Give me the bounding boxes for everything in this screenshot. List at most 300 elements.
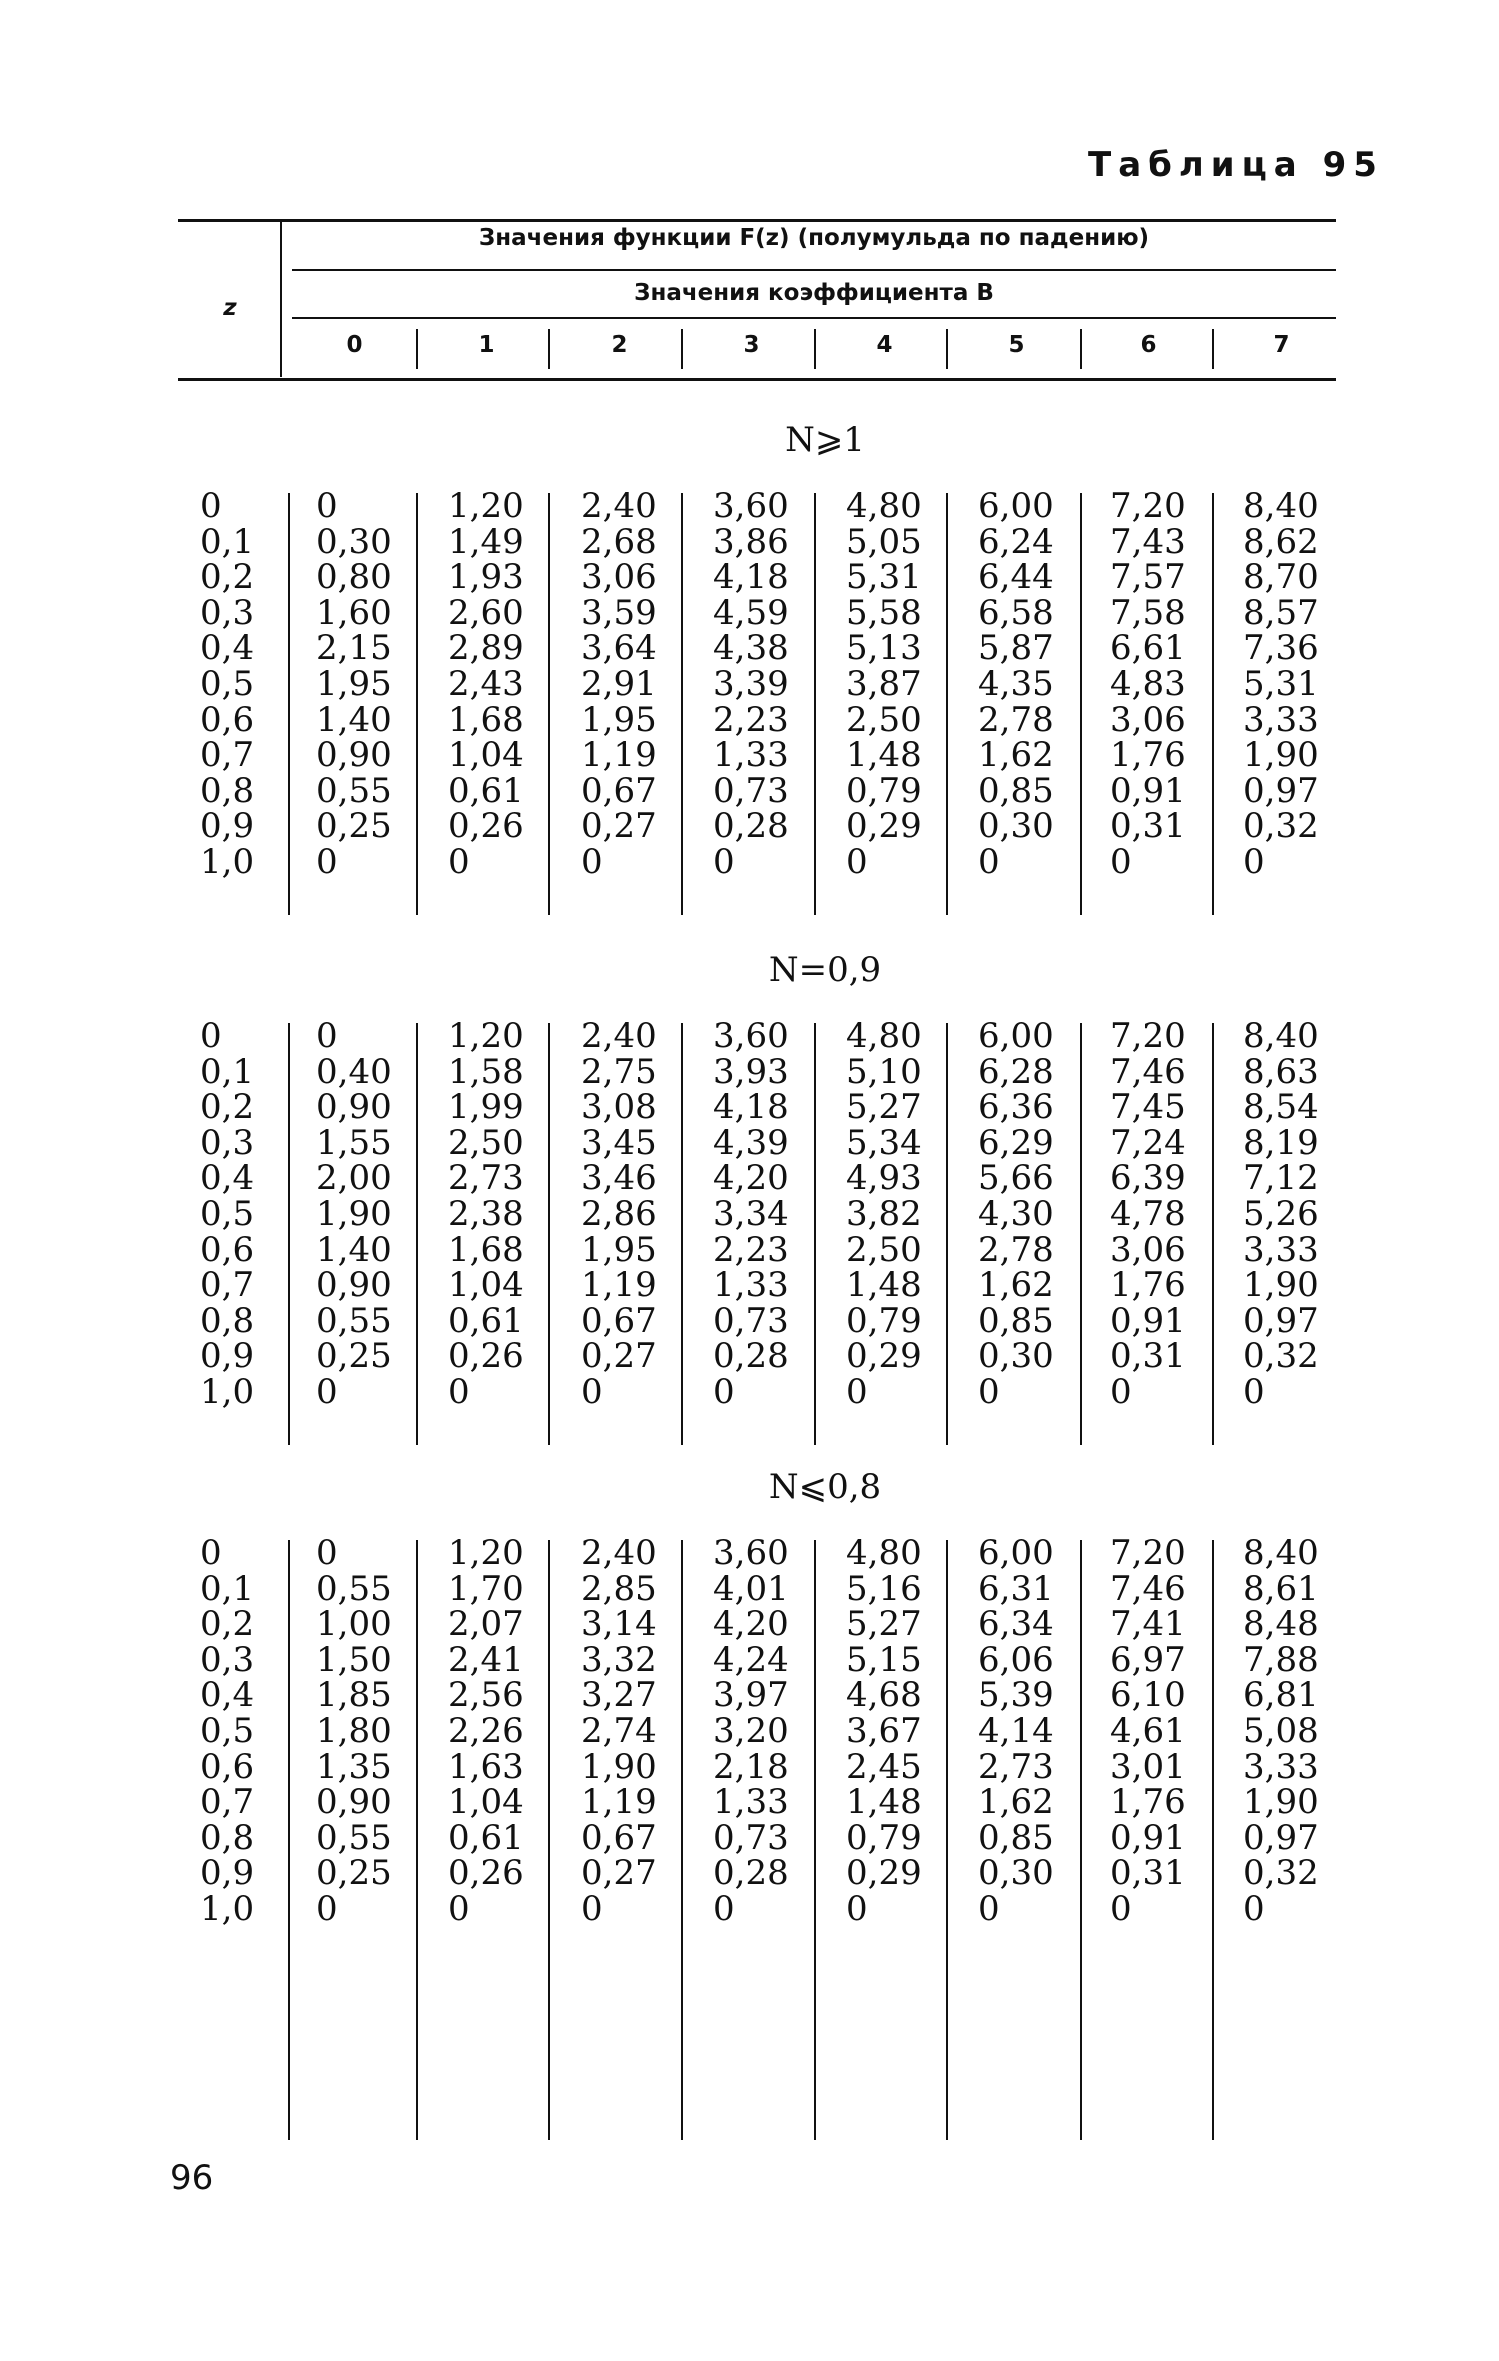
table-cell: 0 [978, 1888, 1000, 1929]
table-cell: 0 [846, 1371, 868, 1412]
table-cell: 0,55 [316, 1817, 392, 1858]
table-cell: 6,61 [1110, 628, 1186, 669]
z-values-column [200, 486, 280, 882]
table-cell: 4,30 [978, 1193, 1054, 1234]
table-cell: 0 [1110, 1371, 1132, 1412]
table-cell: 7,24 [1110, 1122, 1186, 1163]
table-cell: 3,06 [1110, 699, 1186, 740]
z-column-separator [288, 1023, 290, 1445]
table-cell: 3,59 [581, 592, 657, 633]
table-cell: 0,91 [1110, 770, 1186, 811]
table-cell: 4,93 [846, 1158, 922, 1199]
table-cell: 3,64 [581, 628, 657, 669]
column-separator [416, 493, 418, 915]
table-cell: 0,91 [1110, 1300, 1186, 1341]
table-cell: 1,50 [316, 1639, 392, 1680]
header-column-separator [681, 329, 683, 369]
table-cell: 6,36 [978, 1087, 1054, 1128]
table-cell: 6,06 [978, 1639, 1054, 1680]
table-cell: 3,34 [713, 1193, 789, 1234]
column-header-1: 1 [478, 332, 495, 358]
header-column-separator [1212, 329, 1214, 369]
z-value: 0,4 [200, 1675, 255, 1716]
table-cell: 0,25 [316, 1853, 392, 1894]
column-separator [548, 1540, 550, 2140]
table-cell: 7,45 [1110, 1087, 1186, 1128]
table-cell: 2,50 [846, 699, 922, 740]
table-cell: 1,20 [448, 486, 524, 526]
table-cell: 0,90 [316, 735, 392, 776]
table-cell: 0 [713, 841, 735, 882]
table-cell: 0,55 [316, 1568, 392, 1609]
z-value: 0,9 [200, 1853, 255, 1894]
table-cell: 4,59 [713, 592, 789, 633]
table-cell: 0,61 [448, 1817, 524, 1858]
table-cell: 3,60 [713, 1016, 789, 1056]
table-cell: 0,31 [1110, 806, 1186, 847]
table-cell: 6,58 [978, 592, 1054, 633]
page-number: 96 [170, 2158, 214, 2198]
table-cell: 4,38 [713, 628, 789, 669]
table-cell: 5,26 [1243, 1193, 1319, 1234]
table-cell: 4,20 [713, 1158, 789, 1199]
table-top-rule [178, 219, 1336, 222]
table-cell: 6,39 [1110, 1158, 1186, 1199]
table-cell: 5,66 [978, 1158, 1054, 1199]
table-cell: 4,18 [713, 557, 789, 598]
table-cell: 0 [316, 1533, 338, 1573]
table-cell: 3,32 [581, 1639, 657, 1680]
table-cell: 8,19 [1243, 1122, 1319, 1163]
z-value: 0,1 [200, 1568, 255, 1609]
z-value: 0,4 [200, 1158, 255, 1199]
z-value: 0,3 [200, 1122, 255, 1163]
table-cell: 5,15 [846, 1639, 922, 1680]
z-value: 0 [200, 486, 222, 526]
table-cell: 2,41 [448, 1639, 524, 1680]
table-cell: 4,83 [1110, 663, 1186, 704]
z-value: 1,0 [200, 1371, 255, 1412]
table-cell: 0,31 [1110, 1336, 1186, 1377]
table-cell: 1,48 [846, 1265, 922, 1306]
table-cell: 0,27 [581, 1853, 657, 1894]
table-cell: 0,31 [1110, 1853, 1186, 1894]
table-cell: 6,34 [978, 1604, 1054, 1645]
function-caption: Значения функции F(z) (полумульда по падению) [478, 225, 1150, 251]
table-cell: 0,67 [581, 1817, 657, 1858]
table-cell: 1,80 [316, 1710, 392, 1751]
table-cell: 2,78 [978, 699, 1054, 740]
table-cell: 1,40 [316, 1229, 392, 1270]
table-cell: 7,41 [1110, 1604, 1186, 1645]
table-cell: 0 [316, 841, 338, 882]
column-header-2: 2 [611, 332, 628, 358]
table-cell: 0 [316, 1371, 338, 1412]
table-cell: 5,27 [846, 1087, 922, 1128]
table-cell: 1,76 [1110, 735, 1186, 776]
table-cell: 4,18 [713, 1087, 789, 1128]
table-cell: 6,97 [1110, 1639, 1186, 1680]
table-cell: 0,97 [1243, 770, 1319, 811]
block-title: N=0,9 [768, 950, 882, 990]
table-cell: 5,31 [846, 557, 922, 598]
table-cell: 2,75 [581, 1051, 657, 1092]
table-cell: 2,50 [846, 1229, 922, 1270]
table-cell: 3,67 [846, 1710, 922, 1751]
table-cell: 1,90 [1243, 735, 1319, 776]
table-cell: 2,50 [448, 1122, 524, 1163]
header-column-separator [946, 329, 948, 369]
table-cell: 0,73 [713, 1300, 789, 1341]
z-value: 0,3 [200, 1639, 255, 1680]
z-column-separator [288, 1540, 290, 2140]
z-value: 0 [200, 1016, 222, 1056]
table-cell: 0,85 [978, 1300, 1054, 1341]
values-column-b5 [978, 1016, 1096, 1412]
z-value: 0,9 [200, 806, 255, 847]
table-cell: 0,67 [581, 770, 657, 811]
table-cell: 6,00 [978, 486, 1054, 526]
table-cell: 2,40 [581, 1016, 657, 1056]
table-cell: 1,90 [1243, 1265, 1319, 1306]
table-cell: 2,07 [448, 1604, 524, 1645]
table-cell: 2,56 [448, 1675, 524, 1716]
table-cell: 1,35 [316, 1746, 392, 1787]
block-title: N⩽0,8 [768, 1467, 882, 1507]
table-cell: 5,87 [978, 628, 1054, 669]
table-title: Таблица 95 [1088, 145, 1384, 185]
table-cell: 4,01 [713, 1568, 789, 1609]
column-separator [681, 493, 683, 915]
values-column-b6 [1110, 486, 1228, 882]
table-cell: 0,40 [316, 1051, 392, 1092]
table-cell: 1,19 [581, 735, 657, 776]
column-separator [814, 1023, 816, 1445]
table-cell: 0 [316, 1888, 338, 1929]
table-cell: 0,28 [713, 806, 789, 847]
table-cell: 0 [581, 1888, 603, 1929]
z-value: 0,8 [200, 770, 255, 811]
table-cell: 1,90 [316, 1193, 392, 1234]
table-cell: 4,61 [1110, 1710, 1186, 1751]
table-cell: 3,06 [581, 557, 657, 598]
table-cell: 1,04 [448, 735, 524, 776]
table-cell: 1,19 [581, 1782, 657, 1823]
table-cell: 0,26 [448, 1336, 524, 1377]
values-column-b7 [1243, 1016, 1361, 1412]
table-cell: 0 [448, 841, 470, 882]
table-cell: 0,30 [978, 1336, 1054, 1377]
table-cell: 0,97 [1243, 1817, 1319, 1858]
z-value: 0,1 [200, 521, 255, 562]
table-cell: 1,95 [581, 699, 657, 740]
z-value: 0,7 [200, 735, 255, 776]
table-cell: 7,46 [1110, 1051, 1186, 1092]
column-separator [548, 493, 550, 915]
table-cell: 0,32 [1243, 1336, 1319, 1377]
table-cell: 6,00 [978, 1533, 1054, 1573]
table-cell: 5,27 [846, 1604, 922, 1645]
table-cell: 0,67 [581, 1300, 657, 1341]
table-cell: 0,32 [1243, 806, 1319, 847]
table-cell: 1,99 [448, 1087, 524, 1128]
values-column-b5 [978, 1533, 1096, 1929]
table-cell: 3,14 [581, 1604, 657, 1645]
column-separator [1212, 493, 1214, 915]
table-cell: 2,40 [581, 486, 657, 526]
table-cell: 1,04 [448, 1782, 524, 1823]
table-cell: 0 [1243, 1888, 1265, 1929]
table-cell: 2,00 [316, 1158, 392, 1199]
table-cell: 1,76 [1110, 1782, 1186, 1823]
values-column-b7 [1243, 1533, 1361, 1929]
table-cell: 2,23 [713, 1229, 789, 1270]
table-cell: 4,80 [846, 1533, 922, 1573]
table-cell: 3,20 [713, 1710, 789, 1751]
z-value: 0,2 [200, 557, 255, 598]
table-cell: 0 [316, 1016, 338, 1056]
table-cell: 0 [581, 841, 603, 882]
table-cell: 2,73 [978, 1746, 1054, 1787]
table-cell: 0,79 [846, 770, 922, 811]
table-cell: 6,44 [978, 557, 1054, 598]
table-cell: 0 [581, 1371, 603, 1412]
z-value: 1,0 [200, 841, 255, 882]
table-cell: 0,27 [581, 1336, 657, 1377]
table-cell: 0,30 [316, 521, 392, 562]
table-cell: 2,18 [713, 1746, 789, 1787]
table-cell: 1,49 [448, 521, 524, 562]
table-cell: 1,33 [713, 1782, 789, 1823]
table-cell: 1,70 [448, 1568, 524, 1609]
table-cell: 1,62 [978, 1782, 1054, 1823]
table-cell: 5,10 [846, 1051, 922, 1092]
header-column-separator [1080, 329, 1082, 369]
z-value: 1,0 [200, 1888, 255, 1929]
column-separator [1212, 1023, 1214, 1445]
header-column-separator [548, 329, 550, 369]
table-cell: 1,40 [316, 699, 392, 740]
values-column-b6 [1110, 1533, 1228, 1929]
table-cell: 1,04 [448, 1265, 524, 1306]
table-cell: 7,20 [1110, 486, 1186, 526]
table-cell: 7,36 [1243, 628, 1319, 669]
table-cell: 1,20 [448, 1016, 524, 1056]
table-cell: 8,40 [1243, 1533, 1319, 1573]
z-value: 0,8 [200, 1300, 255, 1341]
table-cell: 0,55 [316, 1300, 392, 1341]
table-cell: 0,25 [316, 806, 392, 847]
table-cell: 0,30 [978, 1853, 1054, 1894]
values-column-b6 [1110, 1016, 1228, 1412]
table-cell: 4,39 [713, 1122, 789, 1163]
table-cell: 1,58 [448, 1051, 524, 1092]
table-cell: 3,39 [713, 663, 789, 704]
table-cell: 1,33 [713, 1265, 789, 1306]
table-cell: 7,88 [1243, 1639, 1319, 1680]
function-caption-rule [292, 269, 1336, 271]
table-cell: 3,27 [581, 1675, 657, 1716]
table-cell: 7,12 [1243, 1158, 1319, 1199]
table-cell: 2,85 [581, 1568, 657, 1609]
table-cell: 0,25 [316, 1336, 392, 1377]
header-vertical-rule [280, 221, 282, 377]
table-cell: 3,33 [1243, 1746, 1319, 1787]
table-cell: 5,16 [846, 1568, 922, 1609]
table-cell: 8,61 [1243, 1568, 1319, 1609]
table-cell: 4,14 [978, 1710, 1054, 1751]
table-cell: 3,33 [1243, 1229, 1319, 1270]
table-cell: 0,61 [448, 770, 524, 811]
column-separator [946, 1540, 948, 2140]
table-cell: 0,79 [846, 1300, 922, 1341]
column-separator [814, 1540, 816, 2140]
table-cell: 0,30 [978, 806, 1054, 847]
table-cell: 0,90 [316, 1782, 392, 1823]
z-value: 0,7 [200, 1265, 255, 1306]
table-cell: 0,97 [1243, 1300, 1319, 1341]
table-cell: 7,57 [1110, 557, 1186, 598]
table-cell: 1,90 [1243, 1782, 1319, 1823]
table-cell: 2,45 [846, 1746, 922, 1787]
table-cell: 3,60 [713, 1533, 789, 1573]
z-value: 0,5 [200, 1193, 255, 1234]
table-cell: 1,19 [581, 1265, 657, 1306]
table-cell: 0,90 [316, 1265, 392, 1306]
z-value: 0,8 [200, 1817, 255, 1858]
table-cell: 3,46 [581, 1158, 657, 1199]
table-cell: 5,05 [846, 521, 922, 562]
table-cell: 6,28 [978, 1051, 1054, 1092]
table-cell: 3,06 [1110, 1229, 1186, 1270]
table-cell: 8,54 [1243, 1087, 1319, 1128]
coefficient-caption: Значения коэффициента B [634, 280, 994, 306]
table-cell: 2,86 [581, 1193, 657, 1234]
z-value: 0,6 [200, 699, 255, 740]
z-value: 0,2 [200, 1087, 255, 1128]
table-cell: 8,40 [1243, 486, 1319, 526]
table-cell: 0,85 [978, 770, 1054, 811]
table-cell: 4,80 [846, 1016, 922, 1056]
table-cell: 3,82 [846, 1193, 922, 1234]
table-cell: 2,91 [581, 663, 657, 704]
table-cell: 7,20 [1110, 1016, 1186, 1056]
column-separator [814, 493, 816, 915]
table-cell: 1,48 [846, 1782, 922, 1823]
table-cell: 6,00 [978, 1016, 1054, 1056]
table-cell: 8,62 [1243, 521, 1319, 562]
table-cell: 0,26 [448, 1853, 524, 1894]
coefficient-caption-rule [292, 317, 1336, 319]
z-column-header: z [223, 295, 237, 321]
column-header-3: 3 [743, 332, 760, 358]
column-header-4: 4 [876, 332, 893, 358]
table-cell: 2,60 [448, 592, 524, 633]
table-cell: 4,35 [978, 663, 1054, 704]
table-cell: 2,15 [316, 628, 392, 669]
column-separator [681, 1023, 683, 1445]
table-cell: 0 [846, 841, 868, 882]
table-cell: 3,93 [713, 1051, 789, 1092]
z-value: 0,7 [200, 1782, 255, 1823]
table-cell: 2,73 [448, 1158, 524, 1199]
table-cell: 3,33 [1243, 699, 1319, 740]
table-cell: 0 [846, 1888, 868, 1929]
table-cell: 0,73 [713, 1817, 789, 1858]
table-cell: 0 [1243, 1371, 1265, 1412]
table-cell: 1,63 [448, 1746, 524, 1787]
table-cell: 1,90 [581, 1746, 657, 1787]
table-cell: 3,97 [713, 1675, 789, 1716]
z-values-column [200, 1016, 280, 1412]
table-cell: 0,29 [846, 1336, 922, 1377]
table-cell: 0,79 [846, 1817, 922, 1858]
header-column-separator [814, 329, 816, 369]
table-cell: 5,13 [846, 628, 922, 669]
z-value: 0,2 [200, 1604, 255, 1645]
table-cell: 0 [316, 486, 338, 526]
table-cell: 1,76 [1110, 1265, 1186, 1306]
table-cell: 2,38 [448, 1193, 524, 1234]
column-header-5: 5 [1008, 332, 1025, 358]
column-separator [416, 1540, 418, 2140]
column-header-6: 6 [1140, 332, 1157, 358]
z-value: 0,5 [200, 663, 255, 704]
table-cell: 2,26 [448, 1710, 524, 1751]
table-cell: 8,57 [1243, 592, 1319, 633]
table-cell: 0 [448, 1888, 470, 1929]
column-separator [1080, 1023, 1082, 1445]
z-value: 0,3 [200, 592, 255, 633]
column-header-0: 0 [346, 332, 363, 358]
table-cell: 4,24 [713, 1639, 789, 1680]
table-cell: 8,63 [1243, 1051, 1319, 1092]
table-cell: 7,46 [1110, 1568, 1186, 1609]
table-cell: 0,28 [713, 1853, 789, 1894]
table-cell: 0,80 [316, 557, 392, 598]
table-cell: 1,85 [316, 1675, 392, 1716]
table-cell: 6,31 [978, 1568, 1054, 1609]
table-cell: 1,48 [846, 735, 922, 776]
table-cell: 0 [1243, 841, 1265, 882]
table-cell: 2,78 [978, 1229, 1054, 1270]
table-cell: 6,29 [978, 1122, 1054, 1163]
table-cell: 7,43 [1110, 521, 1186, 562]
table-cell: 0,27 [581, 806, 657, 847]
z-value: 0,9 [200, 1336, 255, 1377]
z-column-separator [288, 493, 290, 915]
table-cell: 1,62 [978, 1265, 1054, 1306]
table-cell: 1,68 [448, 699, 524, 740]
column-separator [946, 493, 948, 915]
column-separator [548, 1023, 550, 1445]
table-cell: 1,00 [316, 1604, 392, 1645]
z-value: 0,1 [200, 1051, 255, 1092]
values-column-b5 [978, 486, 1096, 882]
table-cell: 0,85 [978, 1817, 1054, 1858]
column-separator [416, 1023, 418, 1445]
table-cell: 0,90 [316, 1087, 392, 1128]
table-cell: 1,95 [316, 663, 392, 704]
table-cell: 8,48 [1243, 1604, 1319, 1645]
table-cell: 0,29 [846, 1853, 922, 1894]
table-cell: 2,89 [448, 628, 524, 669]
table-cell: 4,68 [846, 1675, 922, 1716]
table-cell: 7,20 [1110, 1533, 1186, 1573]
table-cell: 5,34 [846, 1122, 922, 1163]
column-separator [1212, 1540, 1214, 2140]
values-column-b7 [1243, 486, 1361, 882]
